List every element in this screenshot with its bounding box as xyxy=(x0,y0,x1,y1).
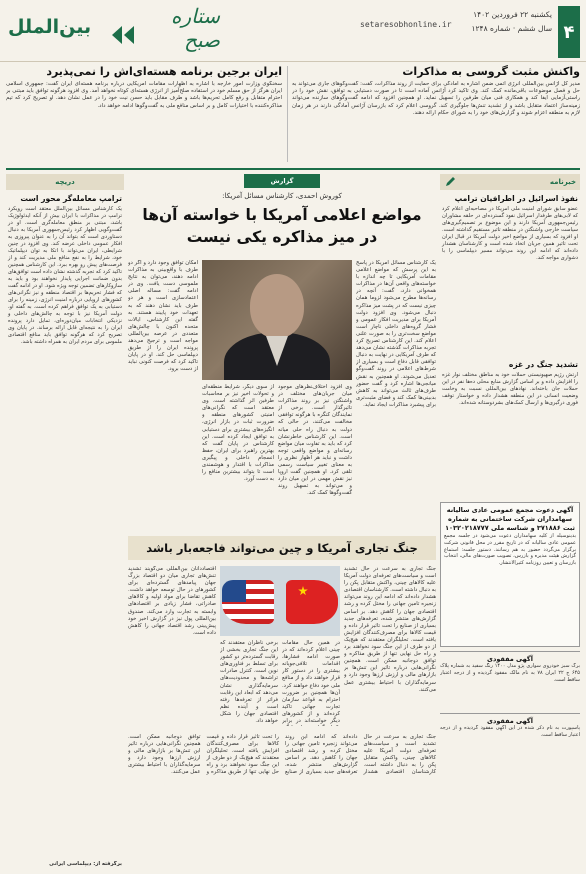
news-tag-bar xyxy=(440,174,580,190)
top-right-title: واکنش مثبت گروسی به مذاکرات xyxy=(402,65,580,78)
top-left-body: سخنگوی وزارت امور خارجه با اشاره به اظهارات مقامات آمریکایی درباره برنامه هسته‌ای ایران گفت: جمهوری اسلامی ایران هرگز از حق مسلم خود در استفاده صلح‌آمیز از انرژی هسته‌ای کوتاه نخواهد آمد. وی افزود هرگونه توافق باید مبتنی بر احترام متقابل و رفع کامل تحریم‌ها باشد و طرف مقابل باید حسن نیت خود را در عمل نشان دهد. او تصریح کرد که تیم مذاکره‌کننده با اختیارات کامل و بر اساس منافع ملی به گفت‌وگوها ادامه خواهد داد. xyxy=(6,81,282,109)
section-name: بین‌الملل xyxy=(8,16,92,38)
date-line: یکشنبه ۲۲ فروردین ۱۴۰۲ xyxy=(473,10,552,19)
window-title: ترامپ معامله‌گر محور است xyxy=(20,194,122,203)
logo-text: ستاره صبح xyxy=(170,4,220,52)
site-url[interactable]: setaresobhonline.ir xyxy=(360,20,452,29)
news-item-2-body: ارتش رژیم صهیونیستی حملات خود به مناطق مختلف نوار غزه را افزایش داده و بر اساس گزارش منابع محلی ده‌ها نفر در این حملات جان باخته‌اند. نهادهای بین‌المللی نسبت به وخامت وضعیت انسانی در این منطقه هشدار داده و خواستار توقف فوری درگیری‌ها و ارسال کمک‌های بشردوستانه شده‌اند. xyxy=(442,372,578,406)
left-column xyxy=(6,174,124,874)
article-col-right: یک کارشناس مسائل آمریکا در پاسخ به این پرسش که مواضع اعلامی مقامات آمریکایی تا چه اندازه با خواسته‌های واقعی آن‌ها در مذاکرات همخوانی دارد، گفت: آنچه در رسانه‌ها مطرح می‌شود لزوما همان چیزی نیست که در پشت میز مذاکره دنبال می‌شود. وی افزود دولت آمریکا برای مدیریت افکار عمومی و فشار گروه‌های داخلی ناچار است مواضع سخت‌تری را به صورت علنی اعلام کند. این کارشناس تصریح کرد تجربه مذاکرات گذشته نشان می‌دهد که طرف آمریکایی در نهایت به دنبال توافقی قابل دفاع است و بسیاری از شرط‌های اعلامی در روند گفت‌وگو تعدیل می‌شوند. او همچنین به نقش میانجی‌ها اشاره کرد و گفت حضور طرف‌های ثالث می‌تواند به کاهش بدبینی‌ها کمک کند و فضای مثبت‌تری برای پیشبرد مذاکرات ایجاد نماید. xyxy=(356,260,436,408)
pen-icon xyxy=(444,176,456,188)
ad-lost-2-body: پاسپورت به نام ذکر شده در این آگهی مفقود گردیده و از درجه اعتبار ساقط است. xyxy=(440,725,580,738)
article-col-left: امکان توافق وجود دارد و اگر دو طرف با واقع‌بینی به مذاکرات ادامه دهند، می‌توان به نتایج ملموسی دست یافت. وی در ادامه گفت: مساله اصلی اعتمادسازی است و هر دو طرف باید نشان دهند که به تعهدات خود پایبند هستند. به گفته این کارشناس، ایالات متحده اکنون با چالش‌های متعددی در عرصه بین‌المللی مواجه است و ترجیح می‌دهد پرونده ایران را از طریق دیپلماسی حل کند. او در پایان تاکید کرد که فرصت کنونی نباید از دست برود. xyxy=(128,260,198,373)
news-item-1-title: نفوذ اسرائیل در اطرافیان ترامپ xyxy=(454,194,578,203)
ad-lost-2-title: آگهی مفقودی xyxy=(487,717,533,725)
ad-meeting-title: آگهی دعوت مجمع عمومی عادی سالیانه سهامداران شرکت ساختمانی به شماره ثبت ۳۷۱۸۸۶ و شناسه ملی ۱۰۳۲۰۲۱۸۷۷۷ xyxy=(445,506,575,532)
ad-meeting-body: بدینوسیله از کلیه سهامداران دعوت می‌شود در جلسه مجمع عمومی عادی سالیانه که در تاریخ مقرر در محل قانونی شرکت برگزار می‌گردد حضور به هم رسانند. دستور جلسه: استماع گزارش هیئت مدیره و بازرس، تصویب صورت‌های مالی، انتخاب بازرسان و تعیین روزنامه کثیرالانتشار. xyxy=(444,533,576,567)
ad-lost-2 xyxy=(440,713,580,755)
top-left-article xyxy=(6,64,282,166)
us-china-flags-image xyxy=(220,566,340,636)
top-right-body: مدیر کل آژانس بین‌المللی انرژی اتمی ضمن اشاره به آمادگی برای حمایت از روند مذاکرات، گفت: گفت‌وگوهای جاری می‌تواند به حل و فصل موضوعات باقی‌مانده کمک کند. وی تاکید کرد آژانس آماده است تا در صورت دستیابی به توافق، نقش خود را در راستی‌آزمایی ایفا کند و همکاری فنی میان طرفین را تسهیل نماید. او همچنین افزود که ادامه گفت‌وگوهای سازنده می‌تواند زمینه‌ساز اعتماد متقابل باشد و از تشدید تنش‌ها جلوگیری کند. گروسی اعلام کرد که بازرسان آژانس آمادگی دارند در هر زمان لازم به منطقه اعزام شوند و گزارش‌های خود را به شورای حکام ارائه دهند. xyxy=(292,81,580,116)
trade-war-headline: جنگ تجاری آمریکا و چین می‌تواند فاجعه‌بار باشد xyxy=(128,536,436,560)
top-strip xyxy=(6,64,580,166)
issue-line: سال ششم · شماره ۱۲۴۸ xyxy=(471,24,552,33)
center-area xyxy=(128,174,436,874)
trade-war-col-bottom-right: در همین حال مقامات چینی اعلام کرده‌اند که در صورت ادامه فشارها، اقدامات تلافی‌جویانه بیشتری را در دستور کار قرار خواهند داد و از منافع ملی خود دفاع خواهند کرد. آن‌ها همچنین بر ضرورت احترام به قواعد سازمان تجارت جهانی تاکید کرده‌اند و از کشورهای دیگر خواسته‌اند در برابر xyxy=(282,640,340,725)
ad-lost-1 xyxy=(440,651,580,709)
trade-war-col-bottom-left: برخی ناظران معتقدند که این جنگ تجاری بخشی از رقابت گسترده‌تر دو کشور برای تسلط بر فناوری‌های نوین است. کنترل صادرات تراشه‌ها و محدودیت‌های سرمایه‌گذاری نشان می‌دهد که ابعاد این رقابت فراتر از تعرفه‌ها رفته است و آینده نظم اقتصادی جهان را شکل خواهد داد. xyxy=(220,640,278,725)
window-byline: برگرفته از: دیپلماسی ایرانی xyxy=(49,861,122,867)
article-col-under-left: از سوی دیگر، شرایط منطقه‌ای و تحولات اخیر نیز بر محاسبات طرفین اثر گذاشته است. وی معتقد است که نگرانی‌های امنیتی کشورهای منطقه و ضرورت ثبات در بازار انرژی، انگیزه‌های بیشتری برای دستیابی به توافق ایجاد کرده است. این کارشناس در پایان گفت که بهترین راهبرد برای ایران، حفظ انسجام داخلی و پیگیری مذاکرات با اقتدار و هوشمندی است تا بتواند بیشترین منافع را به دست آورد. xyxy=(202,384,274,483)
window-tag-bar xyxy=(6,174,124,190)
top-left-title: ایران برجین برنامه هسته‌ای‌اش را نمی‌پذیرد xyxy=(46,65,282,78)
newspaper-logo xyxy=(140,4,220,52)
article-col-under-right: وی افزود اختلاف‌نظرهای موجود میان جریان‌های مختلف در واشنگتن نیز بر روند مذاکرات تاثیرگذار است. برخی از نمایندگان کنگره با هرگونه توافقی مخالفت می‌کنند، در حالی که دولت به دنبال راه حلی میانه است. این کارشناس خاطرنشان کرد که باید به تفاوت میان مواضع رسانه‌ای و مواضع واقعی توجه داشت و نباید هر اظهار نظری را به معنای تغییر سیاست رسمی تلقی کرد. او همچنین گفت اروپا نیز نقش مهمی در این میان دارد و می‌تواند به تسهیل روند گفت‌وگوها کمک کند. xyxy=(278,384,352,497)
article-headline xyxy=(128,204,436,248)
interviewee-photo xyxy=(202,260,352,380)
section-rule xyxy=(6,168,580,170)
right-column xyxy=(440,174,580,874)
news-item-2-title: تشدید جنگ در غزه xyxy=(508,360,578,369)
headline-line-1: مواضع اعلامی آمریکا با خواسته آن‌ها xyxy=(142,206,422,224)
page-number: ۴ xyxy=(558,6,580,58)
ad-lost-1-title: آگهی مفقودی xyxy=(487,655,533,663)
ad-lost-1-body: برگ سبز خودروی سواری پژو مدل ۱۴۰۰ رنگ سفید به شماره پلاک ۶۴۵ ج ۲۲ ایران ۷۸ به نام مالک مفقود گردیده و از درجه اعتبار ساقط است. xyxy=(440,663,580,683)
column-divider xyxy=(287,66,288,162)
report-tag: گزارش xyxy=(244,174,320,188)
article-kicker: کوروش احمدی، کارشناس مسائل آمریکا: xyxy=(222,192,342,200)
news-tag: خبرنامه xyxy=(549,178,576,186)
window-body: یک کارشناس مسائل بین‌الملل معتقد است رویکرد ترامپ در مذاکرات با ایران بیش از آنکه ایدئولوژیک باشد، مبتنی بر منطق معامله‌گری است. او در گفت‌وگویی اظهار کرد رئیس‌جمهوری آمریکا به دنبال دستاوردی است که بتواند آن را به عنوان پیروزی به افکار عمومی داخلی عرضه کند. وی افزود در چنین شرایطی، ایران می‌تواند با اتکا به توان دیپلماتیک خود، شرایط را به نفع منافع ملی مدیریت کند و از فرصت‌های پیش رو بهره ببرد. این کارشناس همچنین تاکید کرد که تجربه گذشته نشان داده است توافق‌های بدون ضمانت اجرایی پایدار نخواهند بود و باید به سازوکارهای تضمین توجه ویژه شود. او در ادامه گفت که فشار تحریم‌ها بر اقتصاد منطقه و نیز نگرانی‌های کشورهای اروپایی درباره امنیت انرژی، زمینه را برای دستیابی به یک توافق فراهم کرده است. به گفته او، دولت آمریکا نیز با توجه به چالش‌های داخلی و نزدیکی انتخابات میان‌دوره‌ای، تمایل دارد پرونده ایران را به نتیجه‌ای قابل ارائه برساند. در پایان وی تصریح کرد که هرگونه توافق باید منافع اقتصادی ملموس برای مردم ایران به همراه داشته باشد. xyxy=(8,206,122,345)
trade-war-col-right: جنگ تجاری به سرعت در حال تشدید است و سیاست‌های تعرفه‌ای دولت آمریکا علیه کالاهای چینی، واکنش متقابل پکن را به دنبال داشته است. کارشناسان اقتصادی هشدار داده‌اند که ادامه این روند می‌تواند زنجیره تامین جهانی را مختل کرده و رشد اقتصادی جهان را کاهش دهد. بر اساس گزارش‌های منتشر شده، تعرفه‌های جدید بسیاری از صنایع را تحت تاثیر قرار داده و قیمت کالاها برای مصرف‌کنندگان افزایش یافته است. تحلیلگران معتقدند که هیچ‌یک از دو طرف از این جنگ سود نخواهند برد و راه حل نهایی تنها از طریق مذاکره و توافق دوجانبه ممکن است. همچنین نگرانی‌هایی درباره تاثیر این تنش‌ها بر بازارهای مالی و ارزش ارزها وجود دارد و سرمایه‌گذاران با احتیاط بیشتری عمل می‌کنند. xyxy=(344,566,436,693)
trade-war-col-left: اقتصاددانان بین‌المللی می‌گویند تشدید تنش‌های تجاری میان دو اقتصاد بزرگ جهان پیامدهای گسترده‌ای برای کشورهای در حال توسعه خواهد داشت. کاهش تقاضا برای مواد اولیه و کالاهای صادراتی، فشار زیادی بر اقتصادهای وابسته به تجارت وارد می‌کند. صندوق بین‌المللی پول نیز در گزارش اخیر خود پیش‌بینی رشد اقتصاد جهانی را کاهش داده است. xyxy=(128,566,216,636)
ad-meeting-notice xyxy=(440,502,580,647)
masthead xyxy=(0,0,586,62)
top-right-article xyxy=(292,64,580,166)
news-item-1-body: عضو سابق شورای امنیت ملی آمریکا در مصاحبه‌ای اعلام کرد که لابی‌های طرفدار اسرائیل نفوذ گسترده‌ای در حلقه مشاوران رئیس‌جمهوری آمریکا دارند و این موضوع بر تصمیم‌گیری‌های سیاست خارجی واشنگتن در منطقه تاثیر مستقیم گذاشته است. او افزود که بسیاری از مواضع اخیر دولت آمریکا در قبال ایران تحت تاثیر همین جریان اتخاذ شده است و کارشناسان هشدار داده‌اند که ادامه این روند می‌تواند مسیر دیپلماسی را با دشواری مواجه کند. xyxy=(442,206,578,261)
trade-war-continued: جنگ تجاری به سرعت در حال تشدید است و سیاست‌های تعرفه‌ای دولت آمریکا علیه کالاهای چینی، واکنش متقابل پکن را به دنبال داشته است. کارشناسان اقتصادی هشدار داده‌اند که ادامه این روند می‌تواند زنجیره تامین جهانی را مختل کرده و رشد اقتصادی جهان را کاهش دهد. بر اساس گزارش‌های منتشر شده، تعرفه‌های جدید بسیاری از صنایع را تحت تاثیر قرار داده و قیمت کالاها برای مصرف‌کنندگان افزایش یافته است. تحلیلگران معتقدند که هیچ‌یک از دو طرف از این جنگ سود نخواهند برد و راه حل نهایی تنها از طریق مذاکره و توافق دوجانبه ممکن است. همچنین نگرانی‌هایی درباره تاثیر این تنش‌ها بر بازارهای مالی و ارزش ارزها وجود دارد و سرمایه‌گذاران با احتیاط بیشتری عمل می‌کنند. xyxy=(128,734,436,776)
double-chevron-left-icon xyxy=(112,26,136,44)
window-tag: دریچه xyxy=(55,178,75,186)
headline-line-2: در میز مذاکره یکی نیست xyxy=(186,228,378,246)
